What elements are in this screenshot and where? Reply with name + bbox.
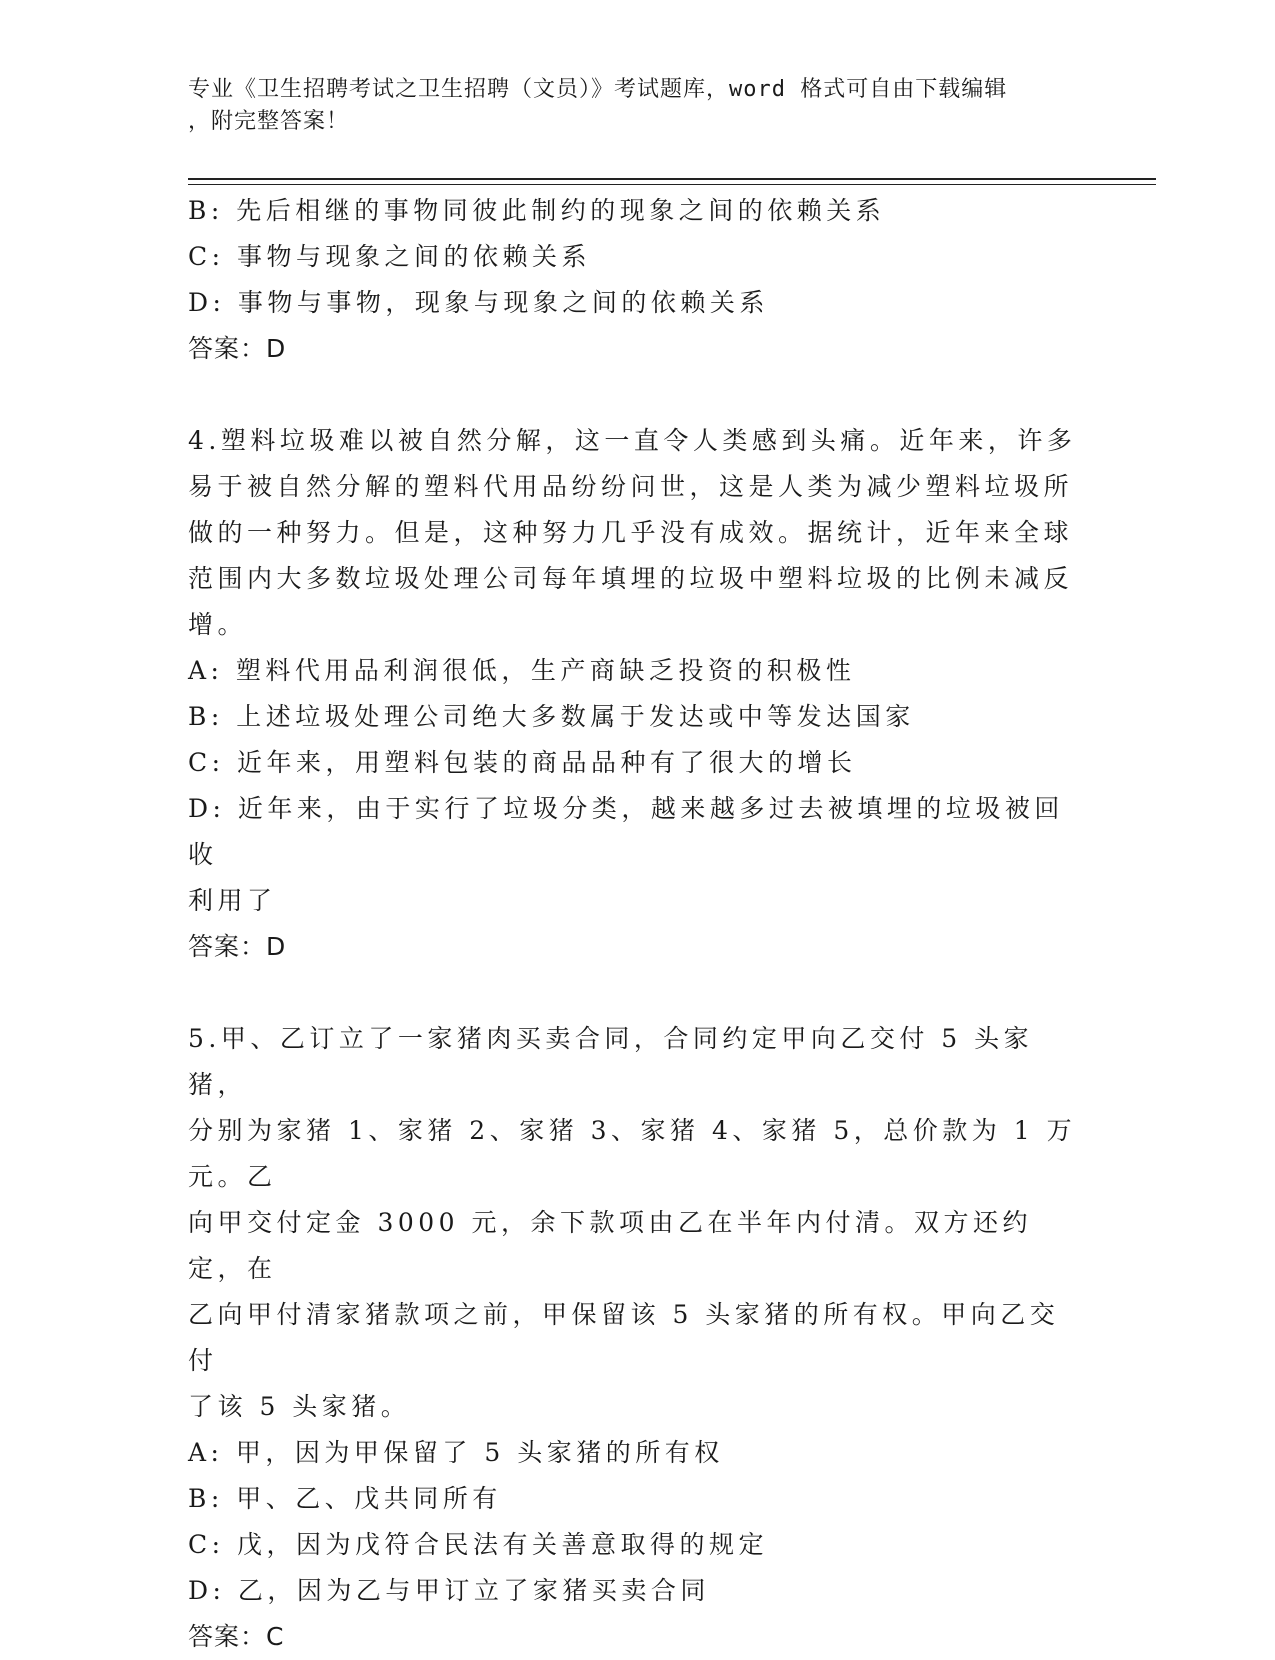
answer: 答案：C [188,1622,285,1651]
option-b: B: 甲、乙、戊共同所有 [188,1484,502,1513]
option-d: D: 近年来，由于实行了垃圾分类，越来越多过去被填埋的垃圾被回收 [188,794,1064,869]
question-stem-line: 5.甲、乙订立了一家猪肉买卖合同，合同约定甲向乙交付 5 头家猪， [188,1024,1034,1099]
option-c: C: 戊，因为戊符合民法有关善意取得的规定 [188,1530,768,1559]
option-d: D: 乙，因为乙与甲订立了家猪买卖合同 [188,1576,710,1605]
question-stem-line: 易于被自然分解的塑料代用品纷纷问世，这是人类为减少塑料垃圾所 [188,472,1074,501]
question-stem-line: 4.塑料垃圾难以被自然分解，这一直令人类感到头痛。近年来，许多 [188,426,1077,455]
option-a: A: 甲，因为甲保留了 5 头家猪的所有权 [188,1438,724,1467]
header-line-2: ，附完整答案！ [188,109,350,134]
header-divider-thin [188,184,1156,185]
question-4 [188,418,1088,970]
question-stem-line: 了该 5 头家猪。 [188,1392,411,1421]
option-b: B: 先后相继的事物同彼此制约的现象之间的依赖关系 [188,196,886,225]
question-stem-line: 乙向甲付清家猪款项之前，甲保留该 5 头家猪的所有权。甲向乙交付 [188,1300,1060,1375]
question-stem-line: 做的一种努力。但是，这种努力几乎没有成效。据统计，近年来全球 [188,518,1074,547]
option-c: C: 事物与现象之间的依赖关系 [188,242,591,271]
option-d: D: 事物与事物，现象与现象之间的依赖关系 [188,288,769,317]
question-stem-line: 范围内大多数垃圾处理公司每年填埋的垃圾中塑料垃圾的比例未减反 [188,564,1074,593]
question-content [188,188,1088,1660]
question-stem-line: 增。 [188,610,248,639]
option-b: B: 上述垃圾处理公司绝大多数属于发达或中等发达国家 [188,702,915,731]
answer: 答案：D [188,334,287,363]
question-5 [188,1016,1088,1660]
option-d-continued: 利用了 [188,886,277,915]
answer: 答案：D [188,932,287,961]
option-a: A: 塑料代用品利润很低，生产商缺乏投资的积极性 [188,656,856,685]
header-line-1: 专业《卫生招聘考试之卫生招聘（文员）》考试题库，word 格式可自由下载编辑 [188,77,1008,102]
question-3-continued [188,188,1088,372]
document-header [188,74,1068,138]
header-divider-thick [188,178,1156,180]
option-c: C: 近年来，用塑料包装的商品品种有了很大的增长 [188,748,857,777]
question-stem-line: 分别为家猪 1、家猪 2、家猪 3、家猪 4、家猪 5，总价款为 1 万元。乙 [188,1116,1077,1191]
question-stem-line: 向甲交付定金 3000 元，余下款项由乙在半年内付清。双方还约定，在 [188,1208,1033,1283]
